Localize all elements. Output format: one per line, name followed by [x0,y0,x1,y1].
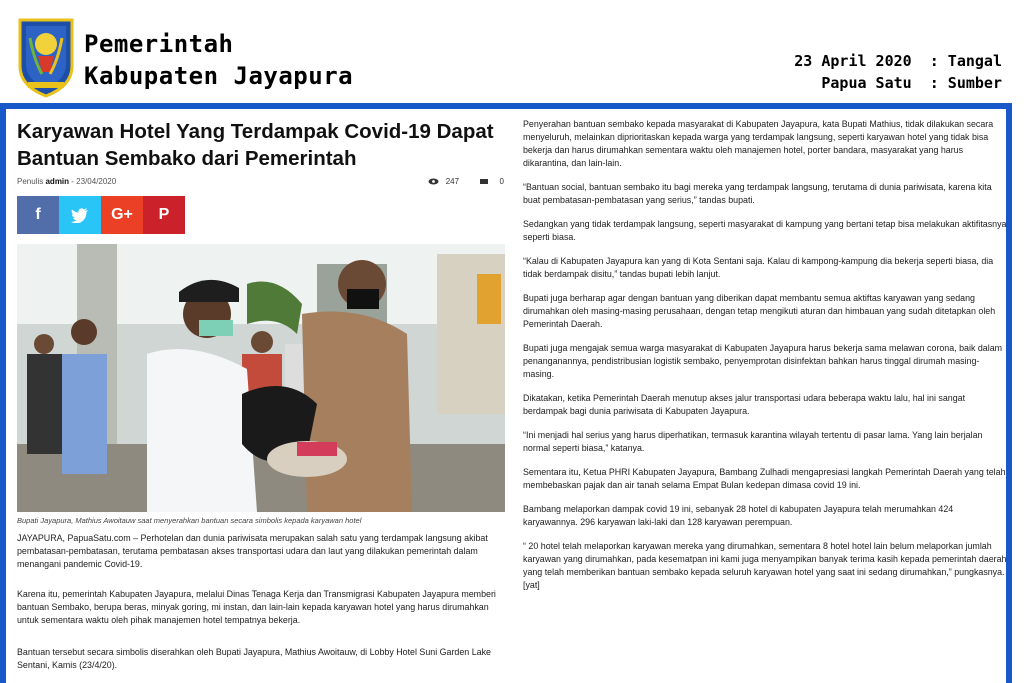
date-value: 23 April 2020 [794,52,912,70]
date-label: : Tangal [929,52,1002,70]
date-row [794,50,1002,72]
right-paragraph: “Kalau di Kabupaten Jayapura kan yang di Kota Sentani saja. Kalau di kampong-kampung dia bekerja seperti biasa, dia tidak berdampak disitu,” tandas bupati lebih lanjut. [523,256,994,279]
page-header [0,0,1024,103]
right-paragraph: Dikatakan, ketika Pemerintah Daerah menutup akses jalur transportasi udara beberapa waktu lalu, hal ini sangat berdampak bagi dunia pariwisata di Kabupaten Jayapura. [523,393,966,416]
article-right-column [523,118,1009,603]
view-count: 247 [445,177,460,186]
author-link[interactable]: admin [45,177,70,186]
right-paragraph: Sedangkan yang tidak terdampak langsung, seperti masyarakat di kampung yang bertani tetap bisa melakukan aktifitasnya seperti biasa. [523,219,1007,242]
right-paragraph: Penyerahan bantuan sembako kepada masyarakat di Kabupaten Jayapura, kata Bupati Mathius, tidak dilakukan secara menyeluruh, melainkan diprioritaskan kepada warga yang terdampak langsung, seperti karyawan hotel yang tidak bisa bekerja dan harus dirumahkan sementara waktu oleh manajemen hotel, porter bandara, masyarakat yang harus dikarantina, dan lain-lain. [523,119,994,168]
comment-icon[interactable] [477,178,493,185]
article-stats [428,177,504,186]
pinterest-share-button[interactable] [143,196,185,234]
left-paragraph: JAYAPURA, PapuaSatu.com – Perhotelan dan dunia pariwisata merupakan salah satu yang terdampak langsung akibat pembatasan-pembatasan, terutama pembatasan akses transportasi udara dan laut yang dilakukan pemerintah dalam menangani pandemic Covid-19. [17,533,488,569]
right-paragraph: Bupati juga mengajak semua warga masyarakat di Kabupaten Jayapura harus bekerja sama melawan corona, baik dalam penanganannya, pendistribusian logistik sembako, penyemprotan disinfektan bahkan harus tinggal dirumah masing-masing. [523,343,1003,379]
left-paragraph: Karena itu, pemerintah Kabupaten Jayapura, melalui Dinas Tenaga Kerja dan Transmigrasi Kabupaten Jayapura memberi bantuan Sembako, berupa beras, minyak goring, mi instan, dan lain-lain kepada karyawan hotel yang harus dirumahkan untuk sementara waktu oleh pihak manajemen hotel tempatnya bekerja. [17,589,496,625]
pinterest-icon: P [158,206,170,223]
byline-prefix: Penulis [17,177,44,186]
right-paragraph: Sementara itu, Ketua PHRI Kabupaten Jayapura, Bambang Zulhadi mengapresiasi langkah Pemerintah Daerah yang telah membebaskan pajak dan air tanah selama Empat Bulan kedepan dimasa covid 19 ini. [523,467,1006,490]
publish-date: - 23/04/2020 [71,177,117,186]
right-paragraph: Bupati juga berharap agar dengan bantuan yang diberikan dapat membantu semua aktiftas karyawan yang sedang dirumahkan oleh masing-masing perusahaan, dengan tetap mengikuti aturan dan himbauan yang sudah ditetapkan oleh Pemerintah Daerah. [523,293,996,329]
article-photo [17,244,505,512]
right-paragraph: “Bantuan social, bantuan sembako itu bagi mereka yang terdampak langsung, terutama di dunia pariwisata, karena kita buat pembatasan-pembatasan yang serius,” tandas bupati. [523,182,992,205]
byline [17,177,507,186]
org-line-2: Kabupaten Jayapura [84,62,354,90]
organization-name [84,28,353,92]
source-row [794,72,1002,94]
source-value: Papua Satu [821,74,912,92]
google-plus-share-button[interactable] [101,196,143,234]
facebook-share-button[interactable] [17,196,59,234]
google-plus-icon: G+ [111,206,133,223]
right-paragraph: “Ini menjadi hal serius yang harus diperhatikan, termasuk karantina wilayah tertentu di pasar lama. Yang lain berjalan normal seperti biasa,” katanya. [523,430,983,453]
eye-icon [428,178,439,185]
article-left-column [17,118,507,670]
twitter-share-button[interactable] [59,196,101,234]
regency-emblem-logo [16,14,76,98]
left-paragraph: Bantuan tersebut secara simbolis diserahkan oleh Bupati Jayapura, Mathius Awoitauw, di Lobby Hotel Suni Garden Lake Sentani, Kamis (23/4/20). [17,647,491,670]
article-title: Karyawan Hotel Yang Terdampak Covid-19 Dapat Bantuan Sembako dari Pemerintah [17,120,494,170]
right-paragraph: Bambang melaporkan dampak covid 19 ini, sebanyak 28 hotel di kabupaten Jayapura telah merumahkan 424 karyawannya. 296 karyawan laki-laki dan 128 karyawan perempuan. [523,504,954,527]
clipping-meta [794,50,1002,94]
org-line-1: Pemerintah [84,30,234,58]
facebook-icon: f [35,206,41,223]
right-paragraph: “ 20 hotel telah melaporkan karyawan mereka yang dirumahkan, sementara 8 hotel hotel lain belum melaporkan jumlah karyawan yang dirumahkan, pada kesematpan ini kami juga menyampikan banyak terima kasih kepada pemerintah daerah yang telah memberikan bantuan sembako kepada seluruh karyawan hotel yang saat ini sedang dirumahkan,” pungkasnya.[yat] [523,541,1007,590]
photo-caption: Bupati Jayapura, Mathius Awoitauw saat menyerahkan bantuan secara simbolis kepada karyawan hotel [17,516,362,525]
twitter-icon [71,208,89,223]
comment-count[interactable]: 0 [499,177,504,186]
share-bar [17,196,185,234]
source-label: : Sumber [929,74,1002,92]
